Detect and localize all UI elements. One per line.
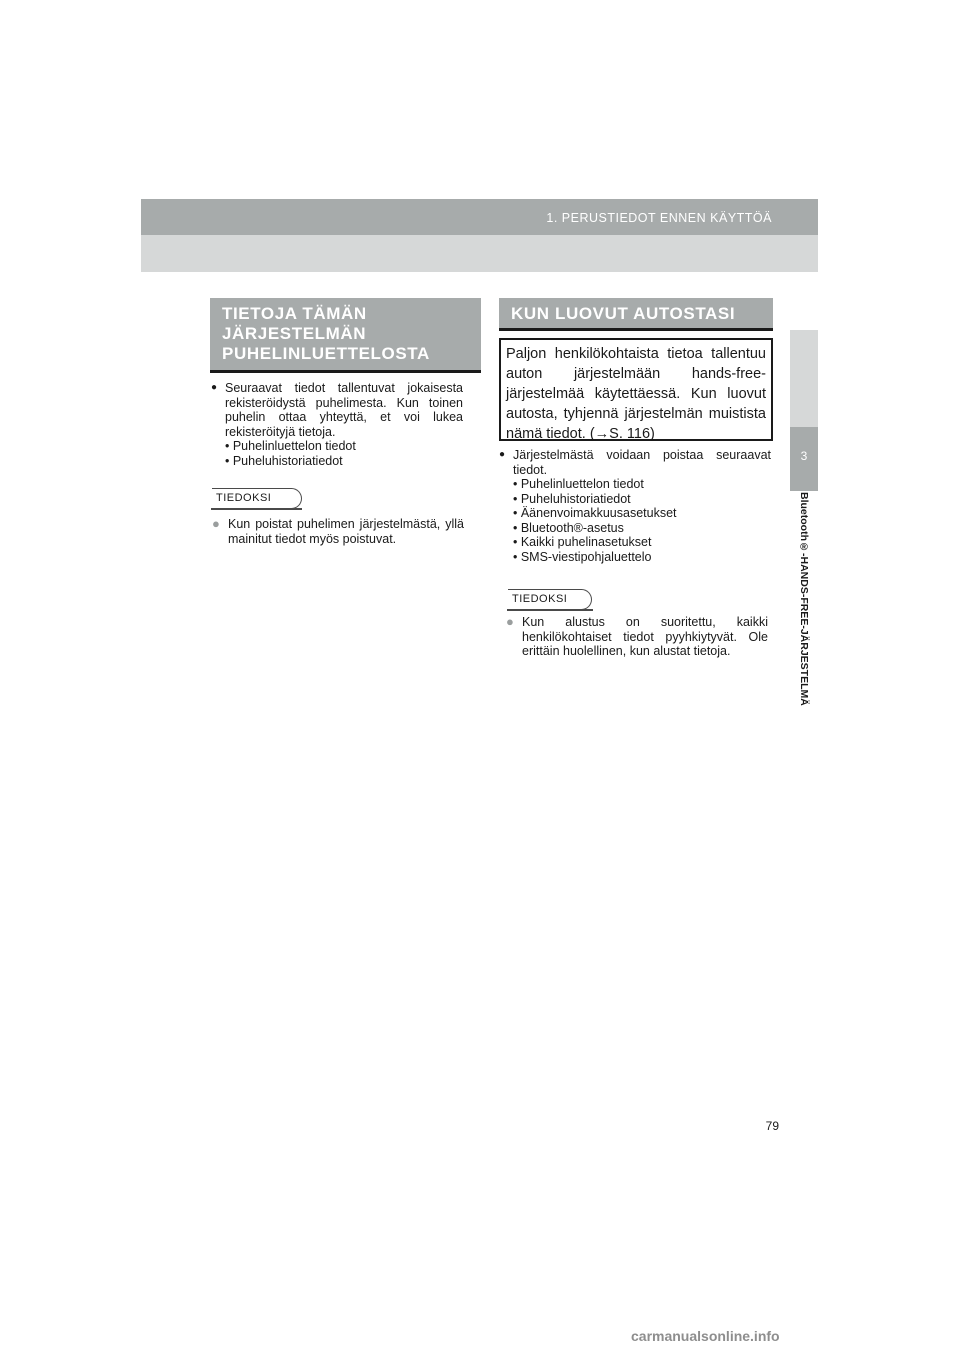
list-item: • Kaikki puhelinasetukset xyxy=(513,535,652,549)
side-vertical-label: Bluetooth®-HANDS-FREE-JÄRJESTELMÄ xyxy=(798,492,810,706)
list-item: • Puheluhistoriatiedot xyxy=(225,453,343,468)
note-text: ● Kun alustus on suoritettu, kaikki henkilökohtaiset tiedot pyyhkiytyvät. Ole erittäin huolellinen, kun alustat tietoja. xyxy=(506,615,768,659)
list-item: • Puhelinluettelon tiedot xyxy=(225,439,356,453)
side-strip xyxy=(790,330,818,427)
note-paragraph xyxy=(212,517,464,546)
note-tag-underline xyxy=(507,609,593,611)
list-item: • Äänenvoimakkuusasetukset xyxy=(513,506,677,520)
phonebook-paragraph xyxy=(211,381,463,468)
list-item: • Puhelinluettelon tiedot xyxy=(513,477,644,491)
intro-box: Paljon henkilökohtaista tietoa tallentuu auton järjestelmään hands-free-järjestelmää käytettäessä. Kun luovut autosta, tyhjennä järjestelmän muistista nämä tiedot. (→S. 116) xyxy=(499,338,773,441)
chapter-tab-number: 3 xyxy=(800,449,808,463)
chapter-tab xyxy=(790,427,818,491)
note-tag: TIEDOKSI xyxy=(212,488,302,509)
note-tag-underline xyxy=(211,508,302,510)
header-band xyxy=(141,199,818,235)
note-text: ● Kun poistat puhelimen järjestelmästä, yllä mainitut tiedot myös poistuvat. xyxy=(212,517,464,546)
list-item: • SMS-viestipohjaluettelo xyxy=(513,549,652,564)
section-rule xyxy=(210,370,481,373)
heading-line: PUHELINLUETTELOSTA xyxy=(222,344,430,363)
section-rule xyxy=(499,328,773,331)
header-subband xyxy=(141,235,818,272)
note-tag: TIEDOKSI xyxy=(508,589,592,610)
list-item: • Puheluhistoriatiedot xyxy=(513,491,631,506)
bullet-text: ● Järjestelmästä voidaan poistaa seuraavat tiedot. xyxy=(499,448,771,477)
chapter-title: 1. PERUSTIEDOT ENNEN KÄYTTÖÄ xyxy=(546,211,772,225)
side-label xyxy=(796,492,812,762)
page-number: 79 xyxy=(765,1119,779,1133)
list-item: • Bluetooth®-asetus xyxy=(513,520,624,535)
watermark: carmanualsonline.info xyxy=(631,1328,780,1344)
heading-line: TIETOJA TÄMÄN xyxy=(222,304,367,323)
heading-line: JÄRJESTELMÄN xyxy=(222,324,367,343)
handover-paragraph xyxy=(499,448,771,564)
note-paragraph xyxy=(506,615,768,659)
section-heading-car-handover: KUN LUOVUT AUTOSTASI xyxy=(499,298,773,328)
bullet-text: ● Seuraavat tiedot tallentuvat jokaisesta rekisteröidystä puhelimesta. Kun toinen puhelin ottaa yhteyttä, et voi lukea rekisteröityjä tietoja. xyxy=(211,381,463,439)
section-heading-phonebook xyxy=(210,298,481,370)
